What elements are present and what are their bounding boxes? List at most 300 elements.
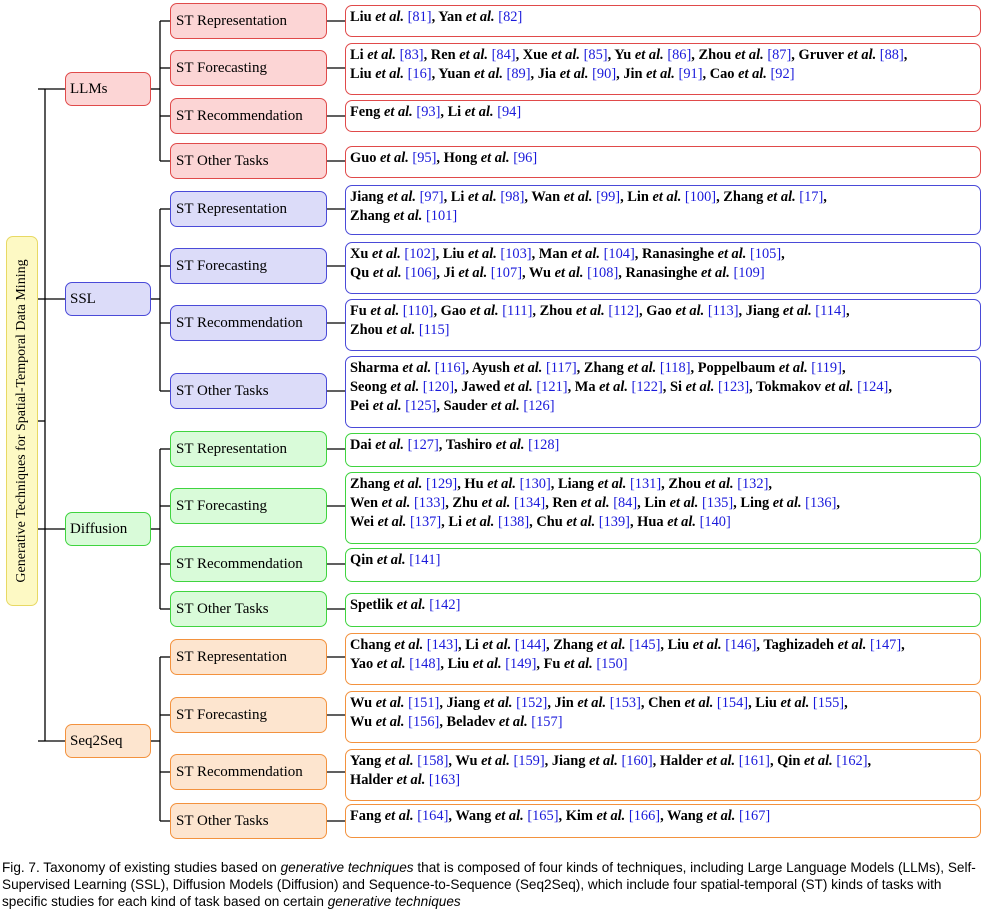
citation-number[interactable]: [88] bbox=[879, 47, 904, 63]
citation-number[interactable]: [95] bbox=[412, 150, 437, 166]
category-node-llms bbox=[65, 72, 151, 106]
et-al: et al. bbox=[396, 772, 426, 788]
task-label: ST Recommendation bbox=[176, 107, 303, 124]
citation-value: 130 bbox=[524, 476, 546, 492]
citation-number[interactable]: [107] bbox=[490, 265, 522, 281]
author-name: Liu bbox=[447, 656, 470, 672]
citation-value: 157 bbox=[536, 714, 558, 730]
et-al: et al. bbox=[481, 495, 511, 511]
citation-number[interactable]: [135] bbox=[701, 495, 734, 511]
reference-line: Qu et al. [106], Ji et al. [107], Wu et al. [108], Ranasinghe et al. [109] bbox=[350, 265, 765, 281]
citation-number[interactable]: [151] bbox=[408, 695, 440, 711]
et-al: et al. bbox=[597, 476, 627, 492]
author-name: Wei bbox=[350, 514, 374, 530]
citation-number[interactable]: [91] bbox=[678, 66, 703, 82]
task-node-llms-st-forecasting bbox=[170, 50, 327, 86]
task-node-ssl-st-representation bbox=[170, 191, 327, 227]
author-name: Jiang bbox=[446, 695, 481, 711]
author-name: Jiang bbox=[745, 303, 780, 319]
author-name: Liang bbox=[557, 476, 594, 492]
et-al: et al. bbox=[684, 695, 714, 711]
author-name: Tokmakov bbox=[756, 379, 822, 395]
reference-box-llms-st-other-tasks bbox=[345, 146, 981, 178]
citation-number[interactable]: [136] bbox=[805, 495, 837, 511]
citation-number[interactable]: [121] bbox=[536, 379, 568, 395]
author-name: Man bbox=[538, 246, 568, 262]
citation-number[interactable]: [124] bbox=[857, 379, 889, 395]
category-label: Seq2Seq bbox=[70, 732, 123, 749]
citation-number[interactable]: [162] bbox=[836, 753, 868, 769]
et-al: et al. bbox=[375, 9, 404, 25]
citation-number[interactable]: [84] bbox=[613, 495, 638, 511]
reference-line: Li et al. [83], Ren et al. [84], Xue et al. [85], Yu et al. [86], Zhou et al. [87], Gruver et al. [88], bbox=[350, 47, 908, 63]
citation-number[interactable]: [112] bbox=[608, 303, 640, 319]
task-node-ssl-st-forecasting bbox=[170, 248, 327, 284]
reference-box-diffusion-st-other-tasks bbox=[345, 593, 981, 627]
citation-number[interactable]: [116] bbox=[434, 360, 466, 376]
citation-number[interactable]: [86] bbox=[667, 47, 692, 63]
citation-number[interactable]: [163] bbox=[428, 772, 461, 788]
citation-number[interactable]: [117] bbox=[545, 360, 577, 376]
et-al: et al. bbox=[376, 656, 406, 672]
category-node-diffusion bbox=[65, 512, 151, 546]
citation-number[interactable]: [16] bbox=[407, 66, 432, 82]
citation-number[interactable]: [84] bbox=[491, 47, 516, 63]
et-al: et al. bbox=[474, 66, 503, 82]
et-al: et al. bbox=[384, 753, 414, 769]
citation-number[interactable]: [85] bbox=[583, 47, 608, 63]
citation-number[interactable]: [106] bbox=[405, 265, 437, 281]
reference-box-llms-st-recommendation bbox=[345, 100, 981, 132]
author-name: Qin bbox=[350, 552, 374, 568]
citation-value: 149 bbox=[509, 656, 532, 672]
author-name: Guo bbox=[350, 150, 377, 166]
et-al: et al. bbox=[375, 437, 404, 453]
et-al: et al. bbox=[372, 265, 402, 281]
task-label: ST Representation bbox=[176, 440, 287, 457]
et-al: et al. bbox=[706, 808, 736, 824]
et-al: et al. bbox=[372, 398, 402, 414]
et-al: et al. bbox=[376, 552, 406, 568]
author-name: Si bbox=[669, 379, 682, 395]
citation-number[interactable]: [154] bbox=[716, 695, 749, 711]
et-al: et al. bbox=[386, 322, 416, 338]
author-name: Jin bbox=[554, 695, 574, 711]
citation-number[interactable]: [96] bbox=[513, 150, 538, 166]
et-al: et al. bbox=[495, 437, 525, 453]
et-al: et al. bbox=[780, 695, 810, 711]
author-name: Fang bbox=[350, 808, 382, 824]
citation-value: 131 bbox=[634, 476, 657, 492]
citation-number[interactable]: [87] bbox=[767, 47, 792, 63]
et-al: et al. bbox=[468, 189, 497, 205]
citation-value: 142 bbox=[433, 597, 456, 613]
citation-value: 84 bbox=[617, 495, 633, 511]
reference-box-llms-st-representation bbox=[345, 5, 981, 37]
citation-value: 87 bbox=[772, 47, 787, 63]
et-al: et al. bbox=[393, 476, 423, 492]
task-node-llms-st-representation bbox=[170, 3, 327, 39]
citation-value: 95 bbox=[417, 150, 432, 166]
task-node-llms-st-recommendation bbox=[170, 98, 327, 134]
et-al: et al. bbox=[571, 246, 600, 262]
author-name: Ren bbox=[552, 495, 578, 511]
author-name: Li bbox=[447, 104, 462, 120]
citation-value: 81 bbox=[412, 9, 427, 25]
task-label: ST Representation bbox=[176, 648, 287, 665]
citation-number[interactable]: [111] bbox=[502, 303, 533, 319]
et-al: et al. bbox=[559, 66, 589, 82]
task-label: ST Recommendation bbox=[176, 555, 303, 572]
author-name: Gruver bbox=[798, 47, 844, 63]
author-name: Dai bbox=[350, 437, 372, 453]
author-name: Xu bbox=[350, 246, 369, 262]
reference-box-seq2seq-st-recommendation bbox=[345, 749, 981, 801]
author-name: Li bbox=[465, 637, 479, 653]
citation-value: 137 bbox=[414, 514, 437, 530]
et-al: et al. bbox=[566, 514, 596, 530]
citation-number[interactable]: [101] bbox=[426, 208, 458, 224]
citation-value: 100 bbox=[689, 189, 712, 205]
citation-number[interactable]: [142] bbox=[429, 597, 461, 613]
et-al: et al. bbox=[375, 714, 405, 730]
citation-value: 166 bbox=[633, 808, 656, 824]
reference-line: Liu et al. [81], Yan et al. [82] bbox=[350, 9, 523, 25]
citation-number[interactable]: [143] bbox=[426, 637, 458, 653]
et-al: et al. bbox=[367, 47, 396, 63]
author-name: Fu bbox=[350, 303, 367, 319]
reference-line: Wen et al. [133], Zhu et al. [134], Ren et al. [84], Lin et al. [135], Ling et al. [136], bbox=[350, 495, 840, 511]
et-al: et al. bbox=[503, 379, 533, 395]
citation-number[interactable]: [123] bbox=[717, 379, 750, 395]
citation-number[interactable]: [141] bbox=[409, 552, 441, 568]
citation-number[interactable]: [127] bbox=[407, 437, 439, 453]
reference-line bbox=[350, 207, 976, 226]
citation-value: 140 bbox=[704, 514, 726, 530]
author-name: Zhang bbox=[350, 208, 390, 224]
citation-value: 93 bbox=[421, 104, 436, 120]
citation-number[interactable]: [147] bbox=[869, 637, 902, 653]
et-al: et al. bbox=[551, 47, 580, 63]
et-al: et al. bbox=[563, 656, 593, 672]
citation-number[interactable]: [134] bbox=[514, 495, 546, 511]
author-name: Xue bbox=[522, 47, 548, 63]
et-al: et al. bbox=[717, 246, 747, 262]
citation-number[interactable]: [158] bbox=[417, 753, 449, 769]
et-al: et al. bbox=[402, 360, 432, 376]
citation-value: 129 bbox=[430, 476, 453, 492]
reference-line bbox=[350, 596, 976, 615]
citation-number[interactable]: [100] bbox=[684, 189, 717, 205]
et-al: et al. bbox=[375, 66, 404, 82]
author-name: Hu bbox=[464, 476, 484, 492]
author-name: Hua bbox=[637, 514, 664, 530]
author-name: Yang bbox=[350, 753, 382, 769]
category-node-ssl bbox=[65, 282, 151, 316]
task-label: ST Forecasting bbox=[176, 59, 267, 76]
author-name: Poppelbaum bbox=[697, 360, 776, 376]
reference-line: Chang et al. [143], Li et al. [144], Zhang et al. [145], Liu et al. [146], Taghizadeh et al. [147], bbox=[350, 637, 905, 653]
citation-value: 101 bbox=[430, 208, 453, 224]
reference-line: Xu et al. [102], Liu et al. [103], Man et al. [104], Ranasinghe et al. [105], bbox=[350, 246, 785, 262]
citation-number[interactable]: [145] bbox=[629, 637, 661, 653]
citation-number[interactable]: [89] bbox=[506, 66, 531, 82]
citation-number[interactable]: [113] bbox=[707, 303, 739, 319]
et-al: et al. bbox=[692, 637, 722, 653]
citation-number[interactable]: [161] bbox=[738, 753, 770, 769]
task-label: ST Other Tasks bbox=[176, 382, 269, 399]
category-label: LLMs bbox=[70, 80, 108, 97]
citation-value: 109 bbox=[738, 265, 760, 281]
reference-line: Sharma et al. [116], Ayush et al. [117], Zhang et al. [118], Poppelbaum et al. [119], bbox=[350, 360, 846, 376]
citation-number[interactable]: [93] bbox=[416, 104, 441, 120]
citation-value: 16 bbox=[412, 66, 427, 82]
citation-value: 162 bbox=[841, 753, 863, 769]
task-node-seq2seq-st-recommendation bbox=[170, 754, 327, 790]
citation-number[interactable]: [17] bbox=[799, 189, 824, 205]
citation-value: 155 bbox=[817, 695, 840, 711]
citation-value: 86 bbox=[672, 47, 687, 63]
author-name: Wu bbox=[455, 753, 478, 769]
reference-line: Yang et al. [158], Wu et al. [159], Jiang et al. [160], Halder et al. [161], Qin et al. [162], bbox=[350, 753, 872, 769]
author-name: Wu bbox=[528, 265, 552, 281]
citation-number[interactable]: [157] bbox=[531, 714, 563, 730]
citation-number[interactable]: [118] bbox=[659, 360, 691, 376]
author-name: Wang bbox=[455, 808, 492, 824]
citation-value: 113 bbox=[712, 303, 734, 319]
reference-line bbox=[350, 551, 976, 570]
et-al: et al. bbox=[634, 47, 664, 63]
citation-number[interactable]: [131] bbox=[629, 476, 662, 492]
citation-number[interactable]: [148] bbox=[409, 656, 441, 672]
et-al: et al. bbox=[384, 808, 414, 824]
author-name: Hong bbox=[443, 150, 478, 166]
author-name: Yao bbox=[350, 656, 374, 672]
et-al: et al. bbox=[554, 265, 584, 281]
citation-number[interactable]: [133] bbox=[414, 495, 446, 511]
citation-value: 147 bbox=[874, 637, 897, 653]
author-name: Halder bbox=[350, 772, 393, 788]
author-name: Lin bbox=[644, 495, 666, 511]
task-label: ST Other Tasks bbox=[176, 812, 269, 829]
citation-number[interactable]: [99] bbox=[596, 189, 621, 205]
et-al: et al. bbox=[675, 303, 705, 319]
et-al: et al. bbox=[375, 695, 405, 711]
et-al: et al. bbox=[667, 514, 696, 530]
citation-value: 163 bbox=[433, 772, 456, 788]
citation-number[interactable]: [103] bbox=[500, 246, 532, 262]
citation-value: 91 bbox=[683, 66, 698, 82]
citation-value: 128 bbox=[532, 437, 555, 453]
task-label: ST Recommendation bbox=[176, 763, 303, 780]
citation-number[interactable]: [144] bbox=[514, 637, 546, 653]
task-node-seq2seq-st-representation bbox=[170, 639, 327, 675]
task-label: ST Forecasting bbox=[176, 706, 267, 723]
author-name: Jawed bbox=[461, 379, 501, 395]
citation-number[interactable]: [166] bbox=[628, 808, 661, 824]
author-name: Ji bbox=[443, 265, 455, 281]
category-node-seq2seq bbox=[65, 724, 151, 758]
citation-number[interactable]: [126] bbox=[523, 398, 555, 414]
et-al: et al. bbox=[490, 398, 520, 414]
citation-number[interactable]: [110] bbox=[402, 303, 434, 319]
task-label: ST Forecasting bbox=[176, 257, 267, 274]
et-al: et al. bbox=[646, 66, 675, 82]
citation-number[interactable]: [94] bbox=[497, 104, 522, 120]
author-name: Ranasinghe bbox=[625, 265, 698, 281]
citation-number[interactable]: [156] bbox=[408, 714, 440, 730]
citation-value: 167 bbox=[743, 808, 766, 824]
et-al: et al. bbox=[652, 189, 682, 205]
author-name: Yu bbox=[614, 47, 632, 63]
citation-number[interactable]: [104] bbox=[603, 246, 635, 262]
reference-box-ssl-st-other-tasks bbox=[345, 356, 981, 428]
citation-value: 136 bbox=[809, 495, 832, 511]
author-name: Spetlik bbox=[350, 597, 394, 613]
root-node bbox=[6, 236, 38, 606]
citation-value: 114 bbox=[820, 303, 842, 319]
citation-number[interactable]: [137] bbox=[409, 514, 442, 530]
author-name: Wan bbox=[531, 189, 561, 205]
author-name: Zhang bbox=[583, 360, 624, 376]
reference-box-diffusion-st-recommendation bbox=[345, 548, 981, 582]
citation-number[interactable]: [98] bbox=[500, 189, 525, 205]
task-node-ssl-st-recommendation bbox=[170, 305, 327, 341]
reference-line: Zhang et al. [129], Hu et al. [130], Liang et al. [131], Zhou et al. [132], bbox=[350, 476, 772, 492]
author-name: Feng bbox=[350, 104, 381, 120]
et-al: et al. bbox=[384, 104, 413, 120]
author-name: Beladev bbox=[446, 714, 496, 730]
citation-number[interactable]: [109] bbox=[733, 265, 765, 281]
author-name: Sharma bbox=[350, 360, 399, 376]
citation-number[interactable]: [167] bbox=[739, 808, 771, 824]
task-label: ST Other Tasks bbox=[176, 152, 269, 169]
citation-number[interactable]: [97] bbox=[419, 189, 444, 205]
et-al: et al. bbox=[458, 265, 488, 281]
citation-number[interactable]: [83] bbox=[399, 47, 424, 63]
citation-number[interactable]: [130] bbox=[519, 476, 551, 492]
citation-value: 98 bbox=[505, 189, 520, 205]
citation-number[interactable]: [129] bbox=[426, 476, 458, 492]
author-name: Cao bbox=[709, 66, 735, 82]
citation-number[interactable]: [105] bbox=[749, 246, 782, 262]
et-al: et al. bbox=[464, 104, 494, 120]
citation-value: 105 bbox=[754, 246, 777, 262]
reference-box-llms-st-forecasting bbox=[345, 43, 981, 95]
et-al: et al. bbox=[380, 150, 409, 166]
et-al: et al. bbox=[465, 514, 495, 530]
author-name: Gao bbox=[646, 303, 672, 319]
author-name: Zhu bbox=[452, 495, 478, 511]
et-al: et al. bbox=[596, 637, 626, 653]
citation-number[interactable]: [132] bbox=[737, 476, 769, 492]
citation-value: 146 bbox=[729, 637, 752, 653]
citation-number[interactable]: [164] bbox=[417, 808, 449, 824]
citation-number[interactable]: [165] bbox=[527, 808, 559, 824]
author-name: Ayush bbox=[471, 360, 510, 376]
et-al: et al. bbox=[589, 753, 618, 769]
citation-number[interactable]: [160] bbox=[621, 753, 653, 769]
citation-number[interactable]: [139] bbox=[598, 514, 630, 530]
citation-number[interactable]: [153] bbox=[609, 695, 641, 711]
author-name: Tashiro bbox=[445, 437, 493, 453]
citation-value: 119 bbox=[816, 360, 838, 376]
citation-number[interactable]: [114] bbox=[815, 303, 846, 319]
citation-number[interactable]: [138] bbox=[497, 514, 530, 530]
citation-number[interactable]: [146] bbox=[725, 637, 757, 653]
citation-number[interactable]: [155] bbox=[812, 695, 845, 711]
citation-value: 118 bbox=[664, 360, 686, 376]
reference-line: Dai et al. [127], Tashiro et al. [128] bbox=[350, 437, 560, 453]
citation-value: 83 bbox=[404, 47, 419, 63]
et-al: et al. bbox=[778, 360, 808, 376]
citation-number[interactable]: [92] bbox=[770, 66, 795, 82]
task-label: ST Representation bbox=[176, 200, 287, 217]
citation-number[interactable]: [119] bbox=[811, 360, 842, 376]
citation-value: 99 bbox=[600, 189, 616, 205]
author-name: Liu bbox=[350, 66, 372, 82]
citation-number[interactable]: [125] bbox=[405, 398, 437, 414]
root-label: Generative Techniques for Spatial-Temporal Data Mining bbox=[14, 259, 29, 583]
et-al: et al. bbox=[577, 695, 607, 711]
task-label: ST Other Tasks bbox=[176, 600, 269, 617]
et-al: et al. bbox=[468, 246, 497, 262]
et-al: et al. bbox=[738, 66, 767, 82]
citation-number[interactable]: [152] bbox=[516, 695, 548, 711]
citation-number[interactable]: [115] bbox=[418, 322, 450, 338]
citation-number[interactable]: [102] bbox=[404, 246, 436, 262]
et-al: et al. bbox=[513, 360, 543, 376]
reference-line: Wu et al. [156], Beladev et al. [157] bbox=[350, 714, 563, 730]
reference-box-diffusion-st-representation bbox=[345, 433, 981, 467]
citation-number[interactable]: [140] bbox=[699, 514, 731, 530]
et-al: et al. bbox=[482, 637, 512, 653]
citation-value: 120 bbox=[427, 379, 450, 395]
citation-number[interactable]: [120] bbox=[422, 379, 454, 395]
citation-number[interactable]: [128] bbox=[528, 437, 560, 453]
citation-number[interactable]: [82] bbox=[498, 9, 523, 25]
citation-number[interactable]: [90] bbox=[592, 66, 617, 82]
citation-number[interactable]: [159] bbox=[513, 753, 545, 769]
citation-number[interactable]: [150] bbox=[596, 656, 628, 672]
author-name: Wang bbox=[667, 808, 704, 824]
et-al: et al. bbox=[772, 495, 802, 511]
citation-number[interactable]: [122] bbox=[631, 379, 663, 395]
author-name: Wu bbox=[350, 695, 373, 711]
reference-line bbox=[350, 771, 976, 790]
citation-value: 106 bbox=[410, 265, 432, 281]
author-name: Jia bbox=[537, 66, 557, 82]
et-al: et al. bbox=[580, 495, 610, 511]
category-label: SSL bbox=[70, 290, 96, 307]
et-al: et al. bbox=[596, 808, 626, 824]
citation-value: 82 bbox=[503, 9, 518, 25]
citation-number[interactable]: [81] bbox=[407, 9, 432, 25]
author-name: Zhou bbox=[539, 303, 573, 319]
et-al: et al. bbox=[396, 597, 426, 613]
citation-number[interactable]: [108] bbox=[587, 265, 619, 281]
author-name: Jiang bbox=[350, 189, 384, 205]
author-name: Qu bbox=[350, 265, 370, 281]
citation-number[interactable]: [149] bbox=[505, 656, 537, 672]
author-name: Chang bbox=[350, 637, 391, 653]
task-label: ST Representation bbox=[176, 12, 287, 29]
citation-value: 150 bbox=[601, 656, 623, 672]
citation-value: 88 bbox=[884, 47, 899, 63]
citation-value: 161 bbox=[743, 753, 766, 769]
et-al: et al. bbox=[627, 360, 657, 376]
citation-value: 89 bbox=[511, 66, 526, 82]
